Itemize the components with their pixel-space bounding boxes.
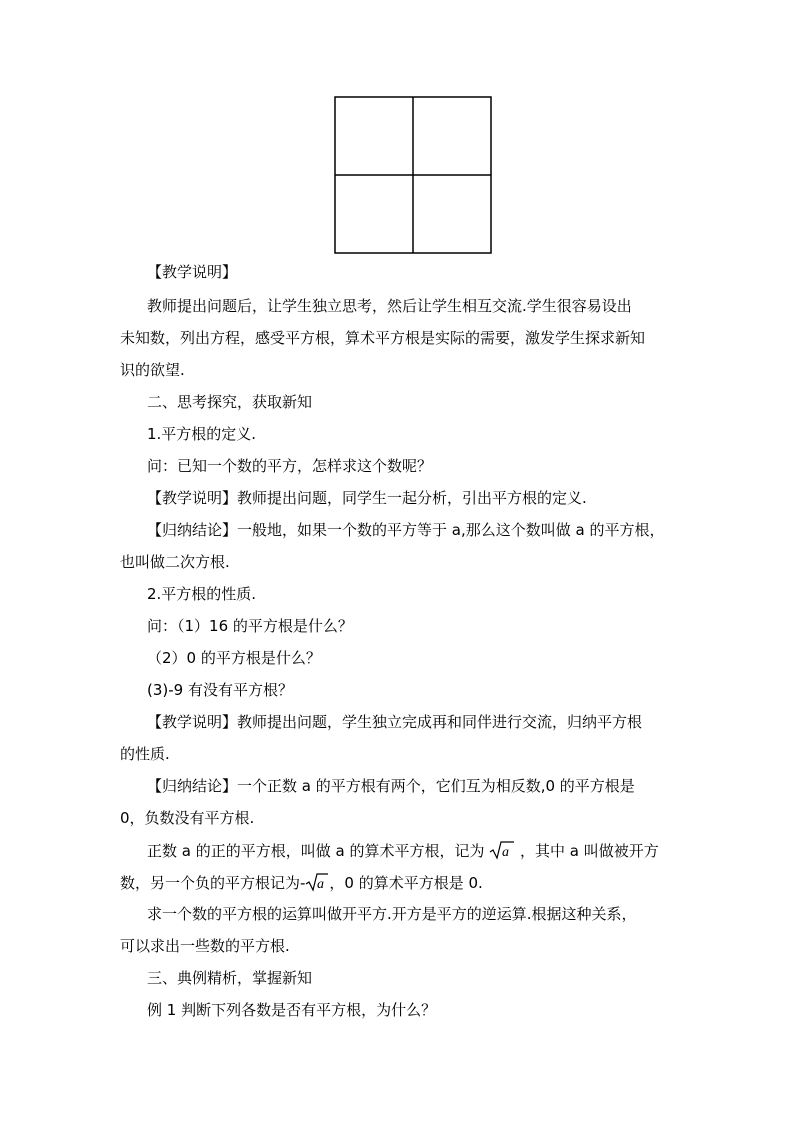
paragraph-line: 0，负数没有平方根. [120,809,255,827]
paragraph-line: 【教学说明】教师提出问题，学生独立完成再和同伴进行交流，归纳平方根 [147,713,643,731]
question-line: 问：已知一个数的平方，怎样求这个数呢？ [147,457,433,475]
paragraph-line: 也叫做二次方根. [120,553,230,571]
text-segment: 正数 a 的正的平方根，叫做 a 的算术平方根，记为 [147,842,485,860]
text-segment: 数，另一个负的平方根记为- [120,874,306,892]
sqrt-a-formula [305,872,329,892]
section-label: 【教学说明】 [147,263,238,281]
paragraph-line: 未知数，列出方程，感受平方根，算术平方根是实际的需要，激发学生探求新知 [120,329,646,347]
paragraph-line: 【教学说明】教师提出问题，同学生一起分析，引出平方根的定义. [147,489,587,507]
paragraph-line: 求一个数的平方根的运算叫做开平方.开方是平方的逆运算.根据这种关系， [147,905,637,923]
paragraph-line: 可以求出一些数的平方根. [120,937,290,955]
sqrt-a-formula [489,840,515,860]
paragraph-line-with-formula [147,840,707,861]
subheading: 1.平方根的定义. [147,425,257,443]
text-segment: ，0 的算术平方根是 0. [329,874,483,892]
square-grid-figure [334,96,492,254]
question-line: （2）0 的平方根是什么？ [147,649,321,667]
text-segment: ，其中 a 叫做被开方 [520,842,659,860]
paragraph-line: 【归纳结论】一般地，如果一个数的平方等于 a,那么这个数叫做 a 的平方根， [147,521,665,539]
paragraph-line: 【归纳结论】一个正数 a 的平方根有两个，它们互为相反数,0 的平方根是 [147,777,635,795]
question-line: (3)-9 有没有平方根？ [147,681,293,699]
paragraph-line: 识的欲望. [120,361,185,379]
subheading: 2.平方根的性质. [147,585,257,603]
paragraph-line: 教师提出问题后，让学生独立思考，然后让学生相互交流.学生很容易设出 [147,297,632,315]
section-heading: 二、思考探究，获取新知 [147,393,313,411]
example-line: 例 1 判断下列各数是否有平方根，为什么？ [147,1001,437,1019]
paragraph-line: 的性质. [120,745,170,763]
section-heading: 三、典例精析，掌握新知 [147,969,313,987]
question-line: 问：（1）16 的平方根是什么？ [147,617,353,635]
svg-text:a: a [502,845,510,860]
svg-text:a: a [317,877,325,892]
paragraph-line-with-formula [120,872,680,893]
